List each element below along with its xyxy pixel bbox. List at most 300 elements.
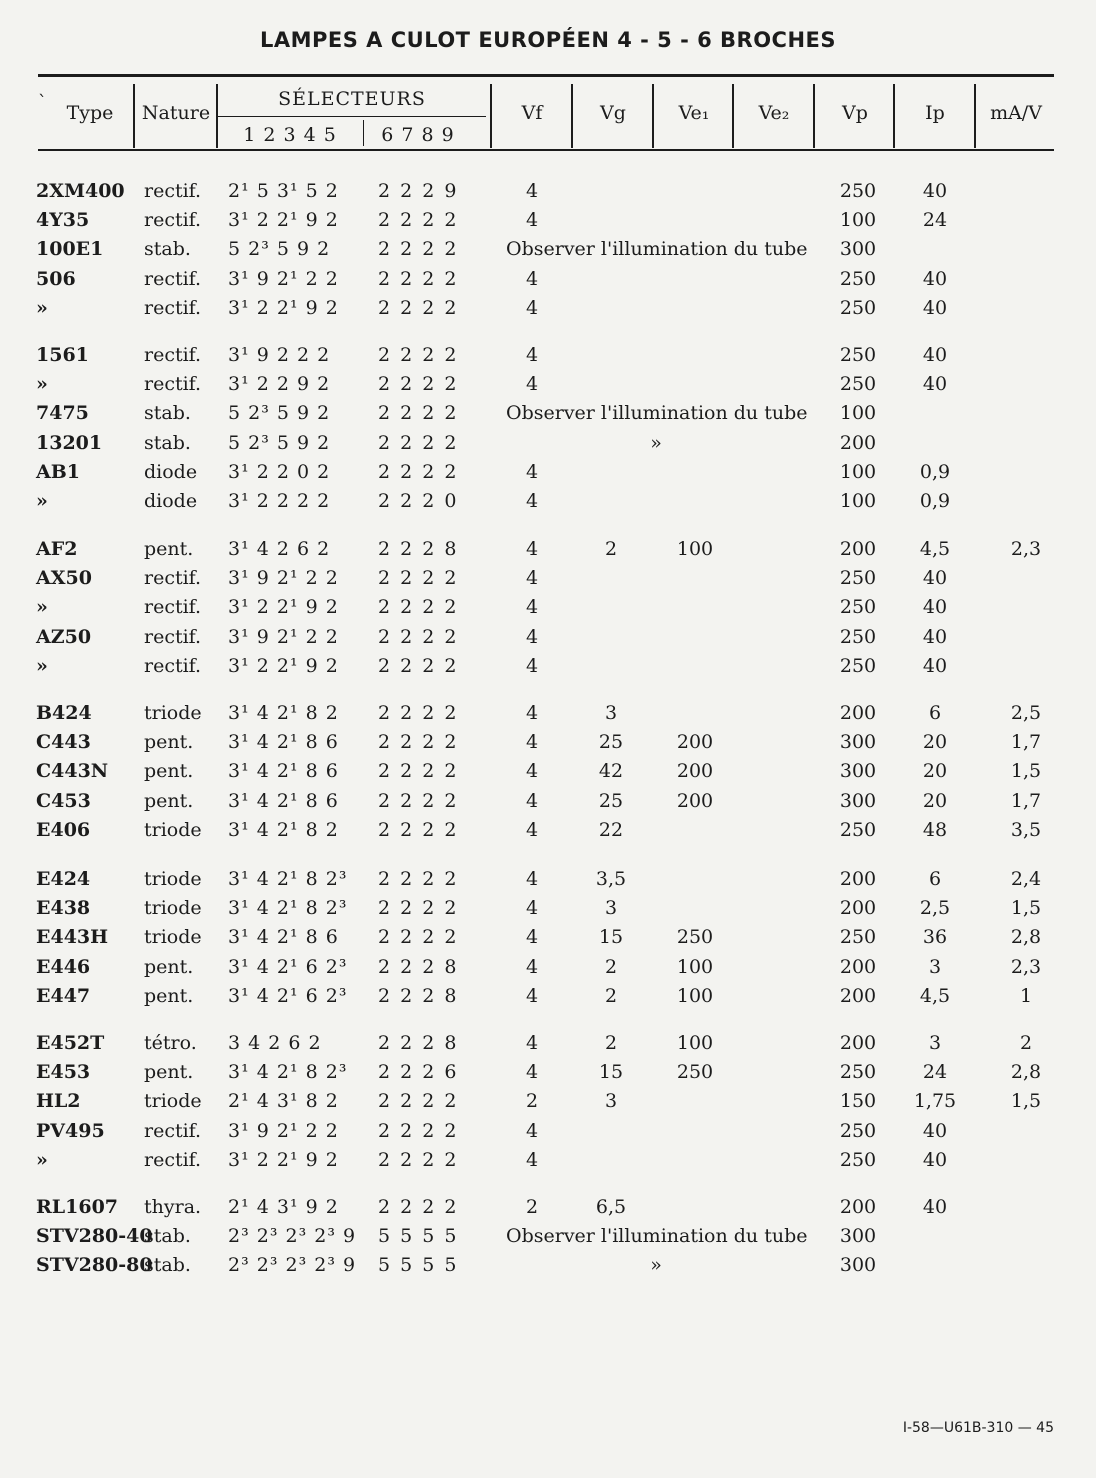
cell-ip: 36	[922, 926, 948, 949]
cell-ve1: 250	[676, 1061, 714, 1084]
cell-nature: pent.	[144, 955, 194, 978]
cell-vg: 2	[604, 1032, 618, 1054]
table-row	[0, 1032, 1096, 1060]
cell-s2: 5 5 5 5	[378, 1225, 459, 1248]
cell-type: »	[36, 296, 48, 319]
cell-type: »	[36, 1148, 48, 1171]
cell-s2: 2 2 2 2	[378, 760, 459, 783]
cell-vp: 200	[839, 868, 877, 890]
cell-type: E443H	[36, 926, 109, 949]
cell-s2: 2 2 2 2	[378, 267, 459, 290]
cell-type: HL2	[36, 1090, 81, 1113]
table-top-rule	[38, 74, 1054, 77]
table-row	[0, 868, 1096, 896]
table-header-rule	[38, 149, 1054, 151]
table-row	[0, 1254, 1096, 1282]
cell-ip: 40	[922, 596, 948, 619]
cell-ip: 20	[922, 789, 948, 812]
cell-vp: 200	[839, 1032, 877, 1054]
cell-vf: 4	[526, 760, 539, 783]
cell-ma: 1,5	[1010, 897, 1042, 920]
cell-vg: 15	[598, 1061, 624, 1084]
cell-s1: 3¹ 4 2¹ 8 6	[228, 926, 339, 949]
cell-vg: 2	[604, 538, 618, 560]
cell-ip: 3	[928, 1032, 942, 1054]
cell-s1: 3¹ 2 2 9 2	[228, 373, 331, 396]
cell-nature: pent.	[144, 538, 194, 560]
header-vp: Vp	[842, 102, 868, 124]
table-row	[0, 956, 1096, 984]
table-row	[0, 238, 1096, 266]
cell-vf: 4	[526, 897, 539, 920]
table-row	[0, 209, 1096, 237]
table-row	[0, 760, 1096, 788]
cell-vg: 2	[604, 955, 618, 978]
cell-ma: 1	[1019, 984, 1033, 1007]
cell-ip: 24	[922, 1061, 948, 1084]
table-row	[0, 461, 1096, 489]
cell-vg: 3	[604, 1090, 618, 1113]
cell-s1: 3¹ 4 2¹ 6 2³	[228, 955, 348, 978]
table-row	[0, 432, 1096, 460]
cell-vf: 4	[526, 460, 539, 483]
cell-vp: 200	[839, 538, 877, 560]
cell-ip: 20	[922, 760, 948, 783]
cell-vf: 4	[526, 654, 539, 677]
cell-ip: 48	[922, 818, 948, 841]
cell-vp: 300	[839, 731, 877, 754]
cell-ip: 40	[922, 296, 948, 319]
header-selecteurs: SÉLECTEURS	[278, 88, 426, 110]
table-row	[0, 402, 1096, 430]
selecteurs-underline	[218, 116, 486, 117]
cell-type: STV280-80	[36, 1254, 153, 1277]
cell-vp: 200	[839, 702, 877, 724]
cell-ve1: 100	[676, 955, 714, 978]
cell-ip: 40	[922, 654, 948, 677]
cell-ip: 6	[928, 868, 942, 890]
cell-ma: 1,7	[1010, 731, 1042, 754]
header-selectors-6-9: 6 7 8 9	[381, 124, 455, 146]
cell-vp: 200	[839, 1196, 877, 1218]
cell-ma: 3,5	[1010, 818, 1042, 841]
cell-ip: 40	[922, 1119, 948, 1142]
cell-type: C443	[36, 731, 91, 754]
cell-vp: 250	[839, 344, 877, 366]
cell-vp: 250	[839, 926, 877, 949]
table-row	[0, 1225, 1096, 1253]
cell-nature: triode	[144, 818, 202, 841]
cell-vf: 4	[526, 1148, 539, 1171]
cell-type: 1561	[36, 344, 89, 366]
cell-nature: stab.	[144, 402, 191, 425]
cell-s1: 2³ 2³ 2³ 2³ 9	[228, 1225, 357, 1248]
table-row	[0, 1090, 1096, 1118]
cell-s2: 2 2 2 2	[378, 460, 459, 483]
cell-s1: 3¹ 9 2¹ 2 2	[228, 267, 339, 290]
cell-nature: pent.	[144, 731, 194, 754]
cell-vf: 4	[526, 731, 539, 754]
cell-vf: 4	[526, 955, 539, 978]
cell-vf: 4	[526, 868, 539, 890]
cell-ve1: 100	[676, 1032, 714, 1054]
cell-nature: rectif.	[144, 625, 202, 648]
cell-vf: 4	[526, 567, 539, 590]
cell-vp: 250	[839, 654, 877, 677]
cell-vf: 4	[526, 596, 539, 619]
cell-nature: triode	[144, 1090, 202, 1113]
cell-ip: 24	[922, 209, 948, 232]
cell-ip: 0,9	[919, 490, 951, 512]
cell-nature: rectif.	[144, 1119, 202, 1142]
cell-nature: pent.	[144, 789, 194, 812]
cell-s1: 3¹ 2 2¹ 9 2	[228, 1148, 339, 1171]
cell-type: STV280-40	[36, 1225, 153, 1248]
cell-type: E424	[36, 868, 91, 890]
cell-s1: 2³ 2³ 2³ 2³ 9	[228, 1254, 357, 1277]
cell-s2: 2 2 2 6	[378, 1061, 459, 1084]
cell-nature: rectif.	[144, 344, 202, 366]
cell-vf: 4	[526, 373, 539, 396]
cell-nature: rectif.	[144, 267, 202, 290]
cell-vp: 250	[839, 1119, 877, 1142]
table-row	[0, 790, 1096, 818]
cell-vp: 300	[839, 789, 877, 812]
cell-vp: 250	[839, 567, 877, 590]
cell-s2: 2 2 2 8	[378, 984, 459, 1007]
cell-s1: 2¹ 4 3¹ 8 2	[228, 1090, 339, 1113]
table-row	[0, 373, 1096, 401]
header-ve2: Ve₂	[758, 102, 790, 124]
cell-s2: 2 2 2 2	[378, 654, 459, 677]
cell-type: AX50	[36, 567, 92, 590]
cell-vf: 4	[526, 984, 539, 1007]
cell-type: 506	[36, 267, 76, 290]
cell-type: B424	[36, 702, 92, 724]
cell-s1: 3¹ 2 2¹ 9 2	[228, 296, 339, 319]
cell-s2: 2 2 2 2	[378, 596, 459, 619]
cell-nature: diode	[144, 490, 198, 512]
table-row	[0, 702, 1096, 730]
cell-nature: thyra.	[144, 1196, 202, 1218]
cell-type: C453	[36, 789, 91, 812]
cell-s2: 2 2 2 2	[378, 431, 459, 454]
cell-s2: 2 2 2 2	[378, 344, 459, 366]
cell-ma: 1,7	[1010, 789, 1042, 812]
cell-type: »	[36, 654, 48, 677]
cell-s2: 2 2 2 2	[378, 238, 459, 261]
cell-s1: 3¹ 4 2 6 2	[228, 538, 331, 560]
table-row	[0, 731, 1096, 759]
cell-vp: 300	[839, 1225, 877, 1248]
cell-note: »	[650, 431, 662, 454]
cell-ve1: 200	[676, 731, 714, 754]
cell-s2: 2 2 2 2	[378, 567, 459, 590]
cell-s1: 3¹ 4 2¹ 8 2	[228, 702, 339, 724]
cell-ve1: 200	[676, 760, 714, 783]
cell-vp: 250	[839, 296, 877, 319]
cell-vp: 250	[839, 180, 877, 202]
table-row	[0, 538, 1096, 566]
cell-vg: 15	[598, 926, 624, 949]
cell-vf: 4	[526, 789, 539, 812]
cell-type: E446	[36, 955, 91, 978]
cell-vp: 250	[839, 596, 877, 619]
column-divider	[133, 84, 135, 148]
cell-vg: 3	[604, 702, 618, 724]
cell-s2: 2 2 2 2	[378, 868, 459, 890]
cell-type: E453	[36, 1061, 91, 1084]
cell-vp: 250	[839, 1148, 877, 1171]
cell-s2: 2 2 2 9	[378, 180, 459, 202]
cell-type: 100E1	[36, 238, 104, 261]
cell-ip: 40	[922, 344, 948, 366]
cell-nature: triode	[144, 897, 202, 920]
cell-vf: 4	[526, 1061, 539, 1084]
cell-vg: 25	[598, 731, 624, 754]
cell-s2: 5 5 5 5	[378, 1254, 459, 1277]
cell-nature: triode	[144, 702, 202, 724]
cell-type: »	[36, 373, 48, 396]
cell-type: E406	[36, 818, 91, 841]
cell-type: »	[36, 596, 48, 619]
cell-vf: 4	[526, 702, 539, 724]
cell-s1: 3¹ 2 2 0 2	[228, 460, 331, 483]
cell-vf: 4	[526, 209, 539, 232]
cell-s2: 2 2 2 2	[378, 1090, 459, 1113]
cell-vp: 250	[839, 267, 877, 290]
header-nature: Nature	[141, 102, 211, 124]
cell-ma: 2,8	[1010, 926, 1042, 949]
page-title: LAMPES A CULOT EUROPÉEN 4 - 5 - 6 BROCHES	[259, 28, 837, 52]
cell-nature: rectif.	[144, 654, 202, 677]
table-row	[0, 567, 1096, 595]
cell-s2: 2 2 2 8	[378, 538, 459, 560]
cell-ma: 1,5	[1010, 1090, 1042, 1113]
cell-ip: 2,5	[919, 897, 951, 920]
cell-vp: 150	[839, 1090, 877, 1113]
cell-vg: 6,5	[595, 1196, 627, 1218]
cell-vg: 2	[604, 984, 618, 1007]
cell-s2: 2 2 2 2	[378, 1119, 459, 1142]
cell-ip: 40	[922, 625, 948, 648]
table-row	[0, 897, 1096, 925]
table-row	[0, 926, 1096, 954]
cell-ip: 40	[922, 373, 948, 396]
cell-vp: 200	[839, 984, 877, 1007]
cell-s2: 2 2 2 2	[378, 818, 459, 841]
cell-nature: triode	[144, 868, 202, 890]
cell-vf: 4	[526, 926, 539, 949]
cell-s1: 3¹ 4 2¹ 6 2³	[228, 984, 348, 1007]
cell-nature: stab.	[144, 1254, 191, 1277]
cell-ip: 3	[928, 955, 942, 978]
cell-vf: 4	[526, 296, 539, 319]
cell-vf: 2	[526, 1196, 539, 1218]
cell-vp: 100	[839, 490, 877, 512]
cell-ma: 2,3	[1010, 955, 1042, 978]
cell-type: PV495	[36, 1119, 105, 1142]
table-row	[0, 1196, 1096, 1224]
cell-s2: 2 2 2 2	[378, 1148, 459, 1171]
table-row	[0, 985, 1096, 1013]
table-row	[0, 268, 1096, 296]
cell-vg: 3	[604, 897, 618, 920]
cell-type: 4Y35	[36, 209, 90, 232]
table-row	[0, 490, 1096, 518]
cell-ma: 2	[1019, 1032, 1033, 1054]
cell-type: E447	[36, 984, 91, 1007]
cell-s2: 2 2 2 2	[378, 1196, 459, 1218]
cell-note: Observer l'illumination du tube	[506, 402, 808, 425]
cell-s2: 2 2 2 2	[378, 702, 459, 724]
cell-ip: 40	[922, 1196, 948, 1218]
cell-s1: 3¹ 2 2¹ 9 2	[228, 209, 339, 232]
cell-nature: pent.	[144, 1061, 194, 1084]
cell-s2: 2 2 2 2	[378, 731, 459, 754]
table-row	[0, 626, 1096, 654]
cell-vp: 200	[839, 955, 877, 978]
table-row	[0, 297, 1096, 325]
cell-s1: 3¹ 4 2¹ 8 2	[228, 818, 339, 841]
cell-s1: 3¹ 4 2¹ 8 6	[228, 789, 339, 812]
cell-vf: 4	[526, 625, 539, 648]
table-row	[0, 1061, 1096, 1089]
header-selectors-1-5: 1 2 3 4 5	[243, 124, 337, 146]
cell-nature: rectif.	[144, 209, 202, 232]
cell-nature: stab.	[144, 1225, 191, 1248]
cell-ip: 6	[928, 702, 942, 724]
cell-s1: 3¹ 4 2¹ 8 6	[228, 760, 339, 783]
cell-nature: tétro.	[144, 1032, 197, 1054]
cell-nature: diode	[144, 460, 198, 483]
cell-s2: 2 2 2 8	[378, 1032, 459, 1054]
cell-vp: 100	[839, 209, 877, 232]
cell-s1: 5 2³ 5 9 2	[228, 238, 331, 261]
cell-type: 2XM400	[36, 180, 125, 202]
cell-nature: stab.	[144, 431, 191, 454]
cell-nature: stab.	[144, 238, 191, 261]
cell-nature: pent.	[144, 760, 194, 783]
cell-vf: 4	[526, 344, 539, 366]
cell-ip: 40	[922, 567, 948, 590]
cell-vf: 4	[526, 490, 539, 512]
cell-type: AZ50	[36, 625, 92, 648]
cell-nature: rectif.	[144, 373, 202, 396]
cell-type: AF2	[36, 538, 78, 560]
cell-ma: 1,5	[1010, 760, 1042, 783]
header-ip: Ip	[925, 102, 945, 124]
cell-s1: 3¹ 4 2¹ 8 2³	[228, 1061, 348, 1084]
cell-type: RL1607	[36, 1196, 119, 1218]
cell-vp: 100	[839, 402, 877, 425]
table-row	[0, 655, 1096, 683]
cell-type: E438	[36, 897, 91, 920]
table-row	[0, 596, 1096, 624]
cell-nature: triode	[144, 926, 202, 949]
cell-vp: 250	[839, 1061, 877, 1084]
cell-s1: 3¹ 2 2 2 2	[228, 490, 331, 512]
cell-vf: 4	[526, 1119, 539, 1142]
cell-vp: 200	[839, 897, 877, 920]
cell-vg: 25	[598, 789, 624, 812]
header-vg: Vg	[600, 102, 626, 124]
cell-nature: rectif.	[144, 567, 202, 590]
cell-s2: 2 2 2 2	[378, 926, 459, 949]
cell-type: »	[36, 490, 48, 512]
cell-s1: 3¹ 4 2¹ 8 6	[228, 731, 339, 754]
cell-vf: 2	[526, 1090, 539, 1113]
cell-s2: 2 2 2 2	[378, 373, 459, 396]
cell-note: Observer l'illumination du tube	[506, 1225, 808, 1248]
table-row	[0, 180, 1096, 208]
cell-s1: 2¹ 4 3¹ 9 2	[228, 1196, 339, 1218]
cell-ma: 2,5	[1010, 702, 1042, 724]
cell-vp: 250	[839, 373, 877, 396]
cell-ve1: 200	[676, 789, 714, 812]
cell-ve1: 100	[676, 538, 714, 560]
cell-vf: 4	[526, 267, 539, 290]
cell-vg: 22	[598, 818, 624, 841]
cell-ma: 2,4	[1010, 868, 1042, 890]
cell-s2: 2 2 2 2	[378, 789, 459, 812]
cell-ma: 2,3	[1010, 538, 1042, 560]
header-mav: mA/V	[990, 102, 1042, 124]
table-row	[0, 344, 1096, 372]
cell-ip: 40	[922, 180, 948, 202]
cell-type: 13201	[36, 431, 103, 454]
selecteurs-separator	[363, 120, 364, 146]
cell-s2: 2 2 2 0	[378, 490, 459, 512]
cell-vp: 300	[839, 1254, 877, 1277]
cell-type: C443N	[36, 760, 109, 783]
header-tick-mark: `	[38, 92, 47, 113]
cell-note: Observer l'illumination du tube	[506, 238, 808, 261]
cell-ip: 0,9	[919, 460, 951, 483]
cell-s1: 3¹ 9 2 2 2	[228, 344, 331, 366]
cell-nature: rectif.	[144, 296, 202, 319]
cell-s1: 3 4 2 6 2	[228, 1032, 322, 1054]
cell-vf: 4	[526, 538, 539, 560]
cell-vg: 3,5	[595, 868, 627, 890]
cell-s1: 3¹ 9 2¹ 2 2	[228, 1119, 339, 1142]
cell-ip: 40	[922, 1148, 948, 1171]
cell-note: »	[650, 1254, 662, 1277]
cell-vp: 300	[839, 760, 877, 783]
cell-s1: 5 2³ 5 9 2	[228, 402, 331, 425]
cell-ip: 20	[922, 731, 948, 754]
cell-nature: rectif.	[144, 180, 202, 202]
cell-vf: 4	[526, 180, 539, 202]
cell-vp: 200	[839, 431, 877, 454]
cell-ip: 4,5	[919, 538, 951, 560]
page-footer: I-58—U61B-310 — 45	[902, 1420, 1054, 1436]
cell-s1: 3¹ 9 2¹ 2 2	[228, 567, 339, 590]
cell-vp: 250	[839, 818, 877, 841]
cell-vp: 250	[839, 625, 877, 648]
cell-s1: 3¹ 2 2¹ 9 2	[228, 654, 339, 677]
cell-vf: 4	[526, 818, 539, 841]
cell-ve1: 100	[676, 984, 714, 1007]
cell-vp: 100	[839, 460, 877, 483]
cell-s2: 2 2 2 2	[378, 897, 459, 920]
header-ve1: Ve₁	[678, 102, 710, 124]
cell-s2: 2 2 2 2	[378, 209, 459, 232]
cell-s1: 5 2³ 5 9 2	[228, 431, 331, 454]
cell-ip: 40	[922, 267, 948, 290]
cell-s2: 2 2 2 2	[378, 625, 459, 648]
header-type: Type	[66, 102, 114, 124]
